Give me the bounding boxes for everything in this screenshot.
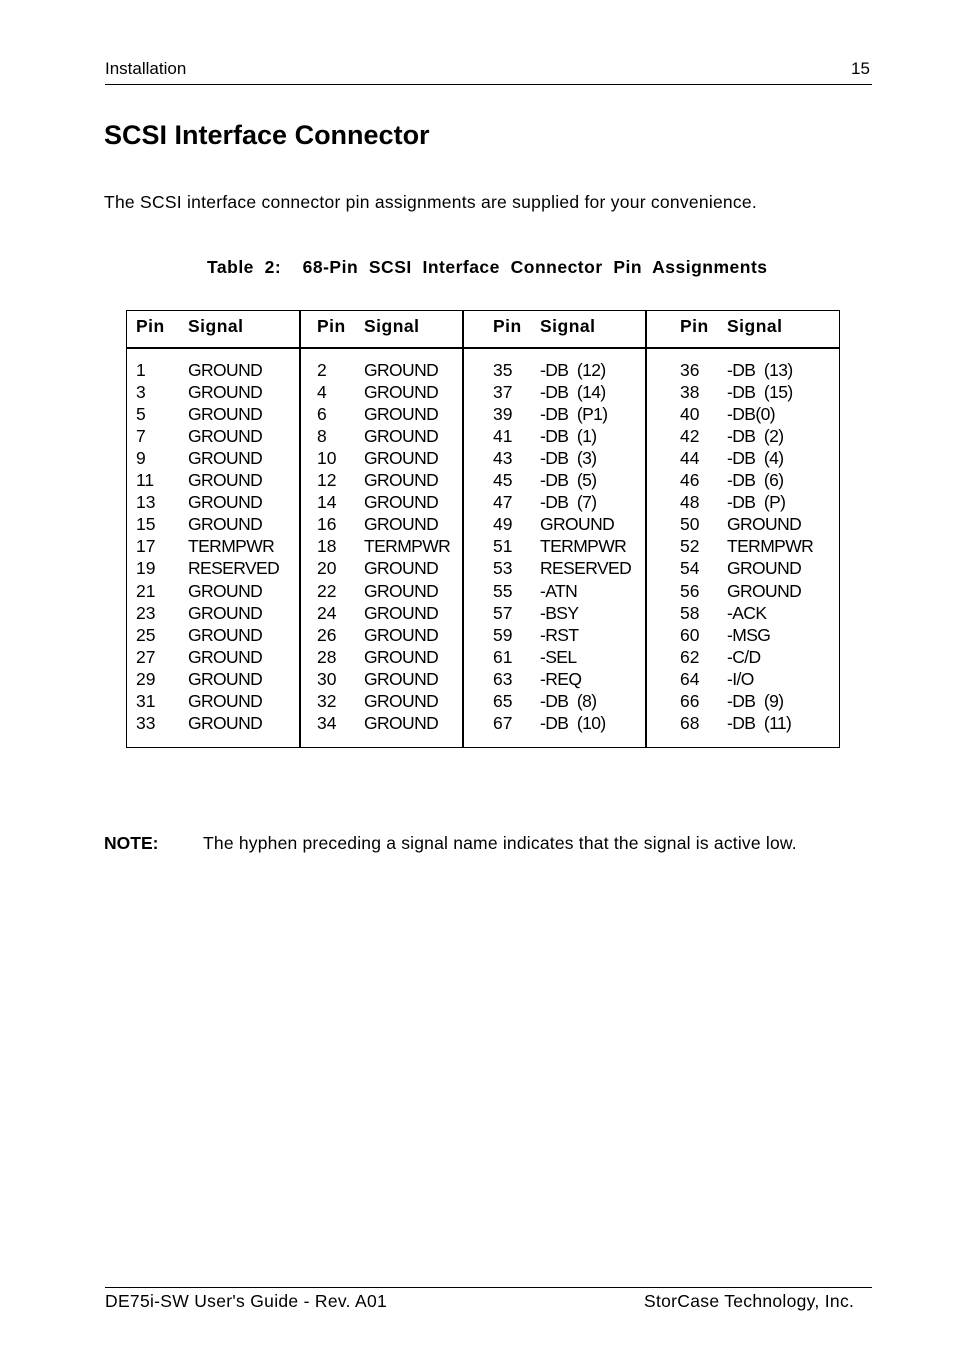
pin-column-header: Pin xyxy=(136,316,165,336)
signal-name: GROUND xyxy=(364,382,439,403)
pin-number: 51 xyxy=(493,536,513,557)
signal-name: GROUND xyxy=(188,646,263,667)
pin-number: 57 xyxy=(493,602,513,623)
signal-name: GROUND xyxy=(188,580,263,601)
signal-column-header: Signal xyxy=(727,316,783,336)
pin-number: 10 xyxy=(317,448,337,469)
pin-number: 36 xyxy=(680,360,700,380)
column-divider xyxy=(299,311,301,747)
signal-name: GROUND xyxy=(188,382,263,403)
signal-name: -REQ xyxy=(540,668,582,689)
pin-number: 59 xyxy=(493,624,513,645)
note-text: The hyphen preceding a signal name indicates that the signal is active low. xyxy=(203,833,797,853)
pin-number: 25 xyxy=(136,624,156,645)
pin-number: 65 xyxy=(493,690,513,711)
pin-number: 27 xyxy=(136,646,156,667)
signal-name: -DB (11) xyxy=(727,712,792,733)
pin-number: 8 xyxy=(317,426,327,447)
pin-number: 14 xyxy=(317,492,337,513)
signal-name: GROUND xyxy=(188,602,263,623)
pin-number: 20 xyxy=(317,558,337,579)
signal-name: -ATN xyxy=(540,580,578,601)
signal-name: GROUND xyxy=(364,514,439,535)
footer-document-title: DE75i-SW User's Guide - Rev. A01 xyxy=(105,1291,388,1311)
pin-number: 35 xyxy=(493,360,513,380)
pin-number: 12 xyxy=(317,470,337,491)
pin-number: 32 xyxy=(317,690,337,711)
signal-name: -DB(0) xyxy=(727,404,775,425)
signal-name: -DB (5) xyxy=(540,470,597,491)
signal-name: GROUND xyxy=(188,360,263,380)
pin-number: 62 xyxy=(680,646,700,667)
pin-number: 24 xyxy=(317,602,337,623)
signal-name: -DB (10) xyxy=(540,712,606,733)
pin-number: 48 xyxy=(680,492,700,513)
pin-number: 4 xyxy=(317,382,327,403)
signal-name: GROUND xyxy=(727,514,802,535)
signal-name: -DB (2) xyxy=(727,426,784,447)
pin-number: 29 xyxy=(136,668,156,689)
signal-name: GROUND xyxy=(188,514,263,535)
pin-number: 61 xyxy=(493,646,513,667)
signal-name: GROUND xyxy=(364,492,439,513)
pin-number: 17 xyxy=(136,536,156,557)
signal-name: -DB (4) xyxy=(727,448,784,469)
signal-name: GROUND xyxy=(188,690,263,711)
footer-rule xyxy=(105,1287,872,1288)
pin-number: 26 xyxy=(317,624,337,645)
signal-name: -DB (3) xyxy=(540,448,597,469)
pin-number: 63 xyxy=(493,668,513,689)
signal-name: GROUND xyxy=(188,624,263,645)
pin-number: 50 xyxy=(680,514,700,535)
pin-number: 60 xyxy=(680,624,700,645)
pin-number: 19 xyxy=(136,558,156,579)
signal-name: -DB (8) xyxy=(540,690,597,711)
note-label: NOTE: xyxy=(104,833,159,853)
pin-number: 56 xyxy=(680,580,700,601)
signal-name: GROUND xyxy=(364,558,439,579)
signal-name: -DB (1) xyxy=(540,426,597,447)
signal-name: GROUND xyxy=(727,558,802,579)
table-caption: Table 2: 68-Pin SCSI Interface Connector Pin Assignments xyxy=(207,257,768,277)
signal-name: GROUND xyxy=(188,448,263,469)
pin-number: 68 xyxy=(680,712,700,733)
pin-number: 45 xyxy=(493,470,513,491)
pin-number: 15 xyxy=(136,514,156,535)
pin-number: 6 xyxy=(317,404,327,425)
pin-number: 52 xyxy=(680,536,700,557)
signal-name: GROUND xyxy=(188,492,263,513)
column-divider xyxy=(462,311,464,747)
signal-name: GROUND xyxy=(364,624,439,645)
pin-number: 3 xyxy=(136,382,146,403)
pin-number: 38 xyxy=(680,382,700,403)
running-header-section: Installation xyxy=(105,59,187,78)
signal-column-header: Signal xyxy=(188,316,244,336)
signal-name: GROUND xyxy=(364,426,439,447)
pin-column-header: Pin xyxy=(317,316,346,336)
pin-number: 28 xyxy=(317,646,337,667)
pin-number: 40 xyxy=(680,404,700,425)
signal-name: -DB (14) xyxy=(540,382,606,403)
pin-column-header: Pin xyxy=(493,316,522,336)
signal-name: -DB (P1) xyxy=(540,404,608,425)
pin-number: 23 xyxy=(136,602,156,623)
pin-number: 49 xyxy=(493,514,513,535)
signal-name: GROUND xyxy=(364,646,439,667)
pin-number: 42 xyxy=(680,426,700,447)
signal-name: RESERVED xyxy=(188,558,280,579)
pin-number: 46 xyxy=(680,470,700,491)
pin-number: 33 xyxy=(136,712,156,733)
signal-name: RESERVED xyxy=(540,558,632,579)
pin-number: 9 xyxy=(136,448,146,469)
pin-number: 44 xyxy=(680,448,700,469)
pin-number: 7 xyxy=(136,426,146,447)
signal-name: -RST xyxy=(540,624,579,645)
signal-name: -DB (7) xyxy=(540,492,597,513)
pin-number: 5 xyxy=(136,404,146,425)
pin-assignment-table xyxy=(126,310,840,748)
pin-number: 16 xyxy=(317,514,337,535)
signal-column-header: Signal xyxy=(540,316,596,336)
pin-column-header: Pin xyxy=(680,316,709,336)
signal-name: GROUND xyxy=(364,580,439,601)
pin-number: 47 xyxy=(493,492,513,513)
pin-number: 22 xyxy=(317,580,337,601)
pin-number: 1 xyxy=(136,360,146,380)
signal-name: -I/O xyxy=(727,668,754,689)
header-rule xyxy=(105,84,872,85)
signal-name: -MSG xyxy=(727,624,771,645)
signal-name: TERMPWR xyxy=(727,536,814,557)
pin-number: 31 xyxy=(136,690,156,711)
signal-name: GROUND xyxy=(188,470,263,491)
signal-name: GROUND xyxy=(540,514,615,535)
pin-number: 37 xyxy=(493,382,513,403)
page-number: 15 xyxy=(851,59,870,78)
signal-name: GROUND xyxy=(188,712,263,733)
pin-number: 55 xyxy=(493,580,513,601)
signal-name: -DB (13) xyxy=(727,360,793,380)
signal-name: GROUND xyxy=(364,712,439,733)
page-title: SCSI Interface Connector xyxy=(104,120,430,150)
table-header-rule xyxy=(127,347,839,349)
signal-name: GROUND xyxy=(364,448,439,469)
signal-name: GROUND xyxy=(364,668,439,689)
signal-name: -DB (P) xyxy=(727,492,786,513)
pin-number: 13 xyxy=(136,492,156,513)
pin-number: 58 xyxy=(680,602,700,623)
signal-name: GROUND xyxy=(188,668,263,689)
signal-name: GROUND xyxy=(364,404,439,425)
signal-name: GROUND xyxy=(364,360,439,380)
signal-name: -DB (15) xyxy=(727,382,793,403)
pin-number: 53 xyxy=(493,558,513,579)
signal-name: GROUND xyxy=(364,690,439,711)
intro-paragraph: The SCSI interface connector pin assignments are supplied for your convenience. xyxy=(104,192,758,212)
signal-name: -SEL xyxy=(540,646,577,667)
column-divider xyxy=(645,311,647,747)
pin-number: 54 xyxy=(680,558,700,579)
pin-number: 41 xyxy=(493,426,513,447)
signal-name: GROUND xyxy=(188,404,263,425)
signal-name: TERMPWR xyxy=(188,536,275,557)
pin-number: 66 xyxy=(680,690,700,711)
pin-number: 21 xyxy=(136,580,156,601)
signal-name: TERMPWR xyxy=(364,536,451,557)
signal-name: GROUND xyxy=(727,580,802,601)
signal-column-header: Signal xyxy=(364,316,420,336)
pin-number: 67 xyxy=(493,712,513,733)
signal-name: -DB (12) xyxy=(540,360,606,380)
pin-number: 2 xyxy=(317,360,327,380)
pin-number: 39 xyxy=(493,404,513,425)
pin-number: 34 xyxy=(317,712,337,733)
pin-number: 18 xyxy=(317,536,337,557)
signal-name: GROUND xyxy=(188,426,263,447)
pin-number: 64 xyxy=(680,668,700,689)
signal-name: GROUND xyxy=(364,602,439,623)
signal-name: -BSY xyxy=(540,602,579,623)
signal-name: -C/D xyxy=(727,646,761,667)
pin-number: 30 xyxy=(317,668,337,689)
pin-number: 43 xyxy=(493,448,513,469)
signal-name: -DB (6) xyxy=(727,470,784,491)
signal-name: -ACK xyxy=(727,602,767,623)
signal-name: TERMPWR xyxy=(540,536,627,557)
signal-name: -DB (9) xyxy=(727,690,784,711)
footer-company: StorCase Technology, Inc. xyxy=(644,1291,855,1311)
pin-number: 11 xyxy=(136,470,155,491)
signal-name: GROUND xyxy=(364,470,439,491)
